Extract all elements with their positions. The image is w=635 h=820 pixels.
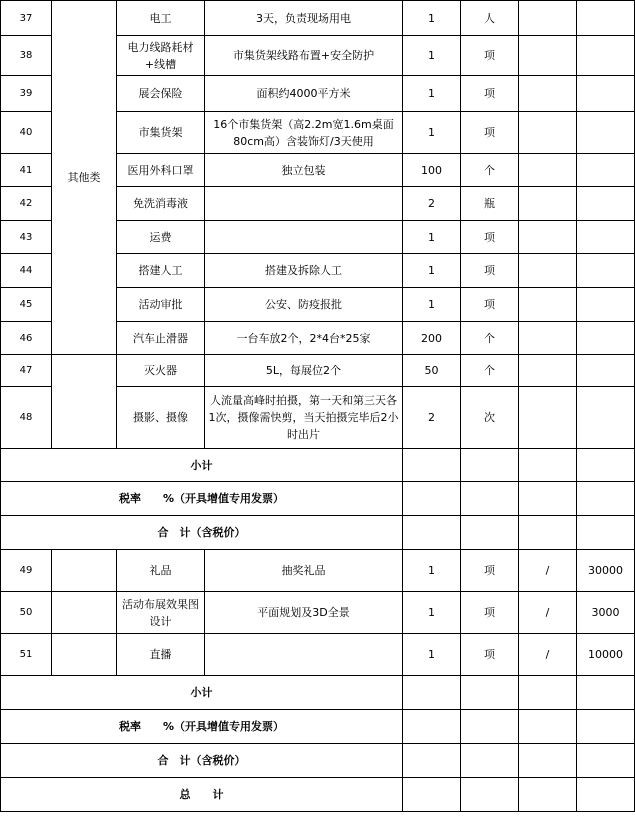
item-price (519, 187, 577, 221)
item-amount: 30000 (577, 550, 635, 592)
tax-row (1, 482, 635, 516)
subtotal-label: 小计 (1, 676, 403, 710)
item-amount (577, 322, 635, 355)
row-number: 49 (1, 550, 52, 592)
item-unit: 项 (461, 112, 519, 154)
item-name: 灭火器 (117, 355, 205, 387)
item-price (519, 355, 577, 387)
item-amount (577, 36, 635, 76)
item-unit: 项 (461, 634, 519, 676)
subtotal-row (1, 676, 635, 710)
row-number: 43 (1, 221, 52, 254)
item-amount (577, 355, 635, 387)
item-quantity: 2 (403, 387, 461, 449)
item-description: 一台车放2个，2*4台*25家 (205, 322, 403, 355)
item-price (519, 1, 577, 36)
item-unit: 项 (461, 592, 519, 634)
item-name: 汽车止滑器 (117, 322, 205, 355)
item-amount (577, 76, 635, 112)
item-quantity: 100 (403, 154, 461, 187)
item-price (519, 36, 577, 76)
item-amount (577, 387, 635, 449)
table-row (1, 550, 635, 592)
item-quantity: 1 (403, 36, 461, 76)
item-amount (577, 254, 635, 288)
subtotal-row (1, 449, 635, 482)
row-number: 38 (1, 36, 52, 76)
table-row (1, 1, 635, 36)
item-description: 面积约4000平方米 (205, 76, 403, 112)
item-name: 医用外科口罩 (117, 154, 205, 187)
item-unit: 个 (461, 322, 519, 355)
item-name: 活动布展效果图设计 (117, 592, 205, 634)
item-amount (577, 1, 635, 36)
item-quantity: 1 (403, 288, 461, 322)
item-description: 公安、防疫报批 (205, 288, 403, 322)
item-quantity: 1 (403, 1, 461, 36)
item-name: 免洗消毒液 (117, 187, 205, 221)
item-quantity: 1 (403, 592, 461, 634)
item-description (205, 221, 403, 254)
item-price (519, 154, 577, 187)
item-name: 搭建人工 (117, 254, 205, 288)
total-with-tax-row (1, 516, 635, 550)
row-number: 48 (1, 387, 52, 449)
item-name: 摄影、摄像 (117, 387, 205, 449)
table-row (1, 355, 635, 387)
item-description: 平面规划及3D全景 (205, 592, 403, 634)
item-description: 5L，每展位2个 (205, 355, 403, 387)
item-amount (577, 154, 635, 187)
row-number: 40 (1, 112, 52, 154)
category-cell-empty (52, 550, 117, 592)
item-name: 电力线路耗材+线槽 (117, 36, 205, 76)
row-number: 51 (1, 634, 52, 676)
item-description: 搭建及拆除人工 (205, 254, 403, 288)
item-unit: 瓶 (461, 187, 519, 221)
item-price: / (519, 634, 577, 676)
item-quantity: 1 (403, 254, 461, 288)
item-name: 展会保险 (117, 76, 205, 112)
item-price (519, 288, 577, 322)
category-cell-empty (52, 592, 117, 634)
item-amount: 3000 (577, 592, 635, 634)
category-cell-empty (52, 355, 117, 449)
item-unit: 项 (461, 76, 519, 112)
tax-label: 税率 %（开具增值专用发票） (1, 482, 403, 516)
subtotal-label: 小计 (1, 449, 403, 482)
item-name: 礼品 (117, 550, 205, 592)
item-description: 3天，负责现场用电 (205, 1, 403, 36)
category-cell: 其他类 (52, 1, 117, 355)
total-with-tax-label: 合 计（含税价） (1, 744, 403, 778)
item-price (519, 322, 577, 355)
row-number: 42 (1, 187, 52, 221)
table-row (1, 634, 635, 676)
item-unit: 项 (461, 254, 519, 288)
item-quantity: 200 (403, 322, 461, 355)
item-amount: 10000 (577, 634, 635, 676)
tax-label: 税率 %（开具增值专用发票） (1, 710, 403, 744)
item-price (519, 387, 577, 449)
item-quantity: 2 (403, 187, 461, 221)
item-name: 活动审批 (117, 288, 205, 322)
item-name: 运费 (117, 221, 205, 254)
item-price (519, 221, 577, 254)
total-with-tax-row (1, 744, 635, 778)
item-description (205, 187, 403, 221)
category-cell-empty (52, 634, 117, 676)
item-name: 市集货架 (117, 112, 205, 154)
item-price: / (519, 592, 577, 634)
item-unit: 项 (461, 221, 519, 254)
item-quantity: 1 (403, 76, 461, 112)
item-quantity: 50 (403, 355, 461, 387)
item-description (205, 634, 403, 676)
item-name: 直播 (117, 634, 205, 676)
item-unit: 次 (461, 387, 519, 449)
item-amount (577, 112, 635, 154)
table-row (1, 592, 635, 634)
total-with-tax-label: 合 计（含税价） (1, 516, 403, 550)
item-unit: 个 (461, 355, 519, 387)
item-price: / (519, 550, 577, 592)
row-number: 37 (1, 1, 52, 36)
item-description: 人流量高峰时拍摄，第一天和第三天各1次，摄像需快剪，当天拍摄完毕后2小时出片 (205, 387, 403, 449)
row-number: 44 (1, 254, 52, 288)
item-unit: 项 (461, 288, 519, 322)
item-unit: 项 (461, 36, 519, 76)
tax-row (1, 710, 635, 744)
item-unit: 个 (461, 154, 519, 187)
item-price (519, 254, 577, 288)
row-number: 41 (1, 154, 52, 187)
item-quantity: 1 (403, 112, 461, 154)
item-name: 电工 (117, 1, 205, 36)
item-description: 市集货架线路布置+安全防护 (205, 36, 403, 76)
item-amount (577, 187, 635, 221)
row-number: 39 (1, 76, 52, 112)
grand-total-label: 总 计 (1, 778, 403, 812)
row-number: 47 (1, 355, 52, 387)
item-quantity: 1 (403, 634, 461, 676)
item-amount (577, 288, 635, 322)
item-price (519, 76, 577, 112)
row-number: 50 (1, 592, 52, 634)
item-unit: 项 (461, 550, 519, 592)
row-number: 45 (1, 288, 52, 322)
item-unit: 人 (461, 1, 519, 36)
row-number: 46 (1, 322, 52, 355)
item-quantity: 1 (403, 221, 461, 254)
item-amount (577, 221, 635, 254)
item-price (519, 112, 577, 154)
item-description: 独立包装 (205, 154, 403, 187)
item-description: 16个市集货架（高2.2m宽1.6m桌面80cm高）含装饰灯/3天使用 (205, 112, 403, 154)
grand-total-row (1, 778, 635, 812)
item-description: 抽奖礼品 (205, 550, 403, 592)
item-quantity: 1 (403, 550, 461, 592)
